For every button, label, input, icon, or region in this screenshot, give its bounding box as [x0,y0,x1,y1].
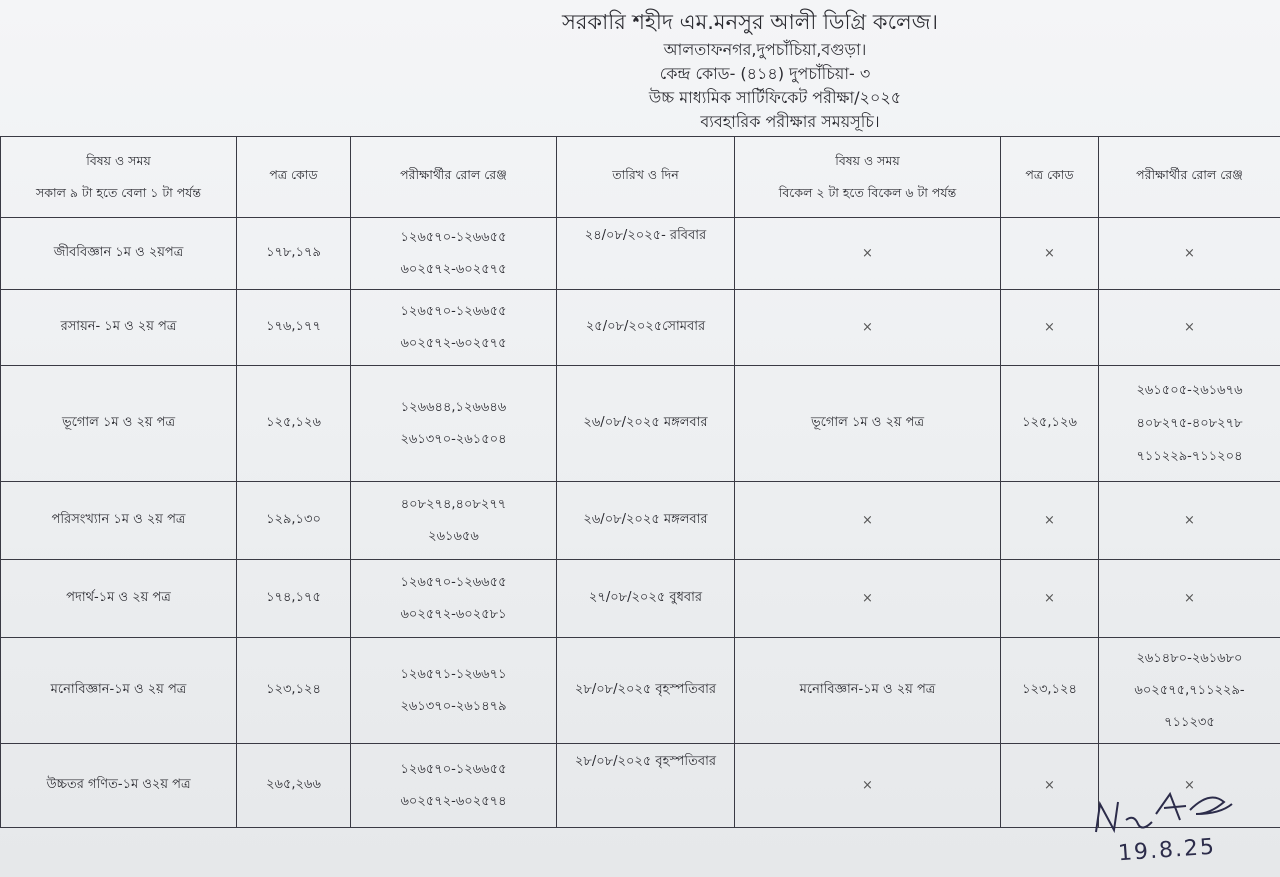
pm-roll-cell [1099,638,1280,744]
roll-line: ২৬১৩৭০-২৬১৫০৪ [400,431,507,447]
code-cell: ১৭৪,১৭৫ [237,560,351,638]
college-address: আলতাফনগর,দুপচাঁচিয়া,বগুড়া। [663,40,867,59]
subject-cell: ভূগোল ১ম ও ২য় পত্র [1,366,237,482]
roll-cell [351,290,557,366]
roll-line: ২৬১৩৭০-২৬১৪৭৯ [400,698,507,714]
roll-line: ৬০২৫৭২-৬০২৫৭৫ [400,335,507,351]
table-row [1,218,1280,290]
date-cell: ২৫/০৮/২০২৫সোমবার [557,290,735,366]
date-cell: ২৭/০৮/২০২৫ বুধবার [557,560,735,638]
date-cell: ২৮/০৮/২০২৫ বৃহস্পতিবার [557,744,735,828]
table-row [1,290,1280,366]
center-code: কেন্দ্র কোড- (৪১৪) দুপচাঁচিয়া- ৩ [659,64,871,83]
subject-cell: মনোবিজ্ঞান-১ম ও ২য় পত্র [1,638,237,744]
pm-code-cell: × [1001,560,1099,638]
roll-cell [351,366,557,482]
code-cell: ১৭৬,১৭৭ [237,290,351,366]
pm-code-cell: ১২৩,১২৪ [1001,638,1099,744]
pm-code-cell: × [1001,290,1099,366]
header-subject-label: বিষয় ও সময় [86,153,151,168]
pm-roll-line: ২৬১৪৮০-২৬১৬৮০ [1136,650,1243,666]
document-header [0,6,1280,134]
pm-roll-line: ২৬১৫০৫-২৬১৬৭৬ [1136,383,1243,398]
header-paper-code-2: পত্র কোড [1001,137,1099,218]
roll-cell [351,560,557,638]
roll-line: ১২৬৫৭০-১২৬৬৫৫ [400,574,507,590]
header-afternoon-subject [735,137,1001,218]
roll-line: ৬০২৫৭২-৬০২৫৭৪ [400,793,507,809]
college-name: সরকারি শহীদ এম.মনসুর আলী ডিগ্রি কলেজ। [562,10,938,34]
subject-cell: পদার্থ-১ম ও ২য় পত্র [1,560,237,638]
pm-code-cell: × [1001,482,1099,560]
pm-code-cell: × [1001,218,1099,290]
pm-roll-line: ৪০৮২৭৫-৪০৮২৭৮ [1136,416,1243,431]
signature-date: 19.8.25 [1117,834,1217,867]
pm-roll-line: ৭১১২২৯-৭১১২০৪ [1136,449,1243,464]
table-row [1,744,1280,828]
table-header-row [1,137,1280,218]
pm-subject-cell: × [735,482,1001,560]
header-date-day: তারিখ ও দিন [557,137,735,218]
pm-code-cell: × [1001,744,1099,828]
subject-cell: জীববিজ্ঞান ১ম ও ২য়পত্র [1,218,237,290]
header-roll-range: পরীক্ষার্থীর রোল রেঞ্জ [351,137,557,218]
pm-subject-cell: × [735,744,1001,828]
table-row [1,638,1280,744]
code-cell: ১২৩,১২৪ [237,638,351,744]
roll-line: ১২৬৫৭০-১২৬৬৫৫ [400,303,507,319]
schedule-table [0,136,1280,828]
roll-line: ৬০২৫৭২-৬০২৫৭৫ [400,261,507,277]
date-cell: ২৪/০৮/২০২৫- রবিবার [557,218,735,290]
pm-roll-cell: × [1099,290,1280,366]
pm-subject-cell: × [735,218,1001,290]
header-morning-time: সকাল ৯ টা হতে বেলা ১ টা পর্যন্ত [35,185,202,200]
exam-title: উচ্চ মাধ্যমিক সার্টিফিকেট পরীক্ষা/২০২৫ [648,88,902,107]
roll-line: ৬০২৫৭২-৬০২৫৮১ [400,606,507,622]
pm-subject-cell: × [735,290,1001,366]
date-cell: ২৮/০৮/২০২৫ বৃহস্পতিবার [557,638,735,744]
header-morning-subject [1,137,237,218]
subject-cell: রসায়ন- ১ম ও ২য় পত্র [1,290,237,366]
pm-roll-cell: × [1099,218,1280,290]
header-subject-label-2: বিষয় ও সময় [835,153,900,168]
table-row [1,560,1280,638]
pm-roll-line: ৬০২৫৭৫,৭১১২২৯- [1134,682,1245,698]
roll-line: ১২৬৫৭০-১২৬৬৫৫ [400,229,507,245]
subject-cell: উচ্চতর গণিত-১ম ও২য় পত্র [1,744,237,828]
pm-subject-cell: মনোবিজ্ঞান-১ম ও ২য় পত্র [735,638,1001,744]
header-roll-range-2: পরীক্ষার্থীর রোল রেঞ্জ [1099,137,1280,218]
pm-roll-cell: × [1099,482,1280,560]
header-afternoon-time: বিকেল ২ টা হতে বিকেল ৬ টা পর্যন্ত [778,185,957,200]
roll-cell [351,744,557,828]
pm-subject-cell: × [735,560,1001,638]
date-cell: ২৬/০৮/২০২৫ মঙ্গলবার [557,482,735,560]
code-cell: ১২৯,১৩০ [237,482,351,560]
roll-cell [351,218,557,290]
code-cell: ১৭৮,১৭৯ [237,218,351,290]
pm-subject-cell: ভূগোল ১ম ও ২য় পত্র [735,366,1001,482]
code-cell: ২৬৫,২৬৬ [237,744,351,828]
subject-cell: পরিসংখ্যান ১ম ও ২য় পত্র [1,482,237,560]
date-cell: ২৬/০৮/২০২৫ মঙ্গলবার [557,366,735,482]
header-paper-code: পত্র কোড [237,137,351,218]
code-cell: ১২৫,১২৬ [237,366,351,482]
roll-line: ১২৬৫৭১-১২৬৬৭১ [400,666,507,682]
roll-line: ১২৬৬৪৪,১২৬৬৪৬ [400,399,507,415]
roll-line: ৪০৮২৭৪,৪০৮২৭৭ [400,496,507,512]
pm-roll-line: ৭১১২৩৫ [1164,714,1215,730]
pm-roll-cell [1099,366,1280,482]
schedule-title: ব্যবহারিক পরীক্ষার সময়সূচি। [700,112,880,131]
roll-line: ১২৬৫৭০-১২৬৬৫৫ [400,761,507,777]
table-row [1,366,1280,482]
pm-roll-cell: × [1099,744,1280,828]
pm-roll-cell: × [1099,560,1280,638]
pm-code-cell: ১২৫,১২৬ [1001,366,1099,482]
roll-cell [351,638,557,744]
table-row [1,482,1280,560]
roll-line: ২৬১৬৫৬ [428,528,479,544]
roll-cell [351,482,557,560]
